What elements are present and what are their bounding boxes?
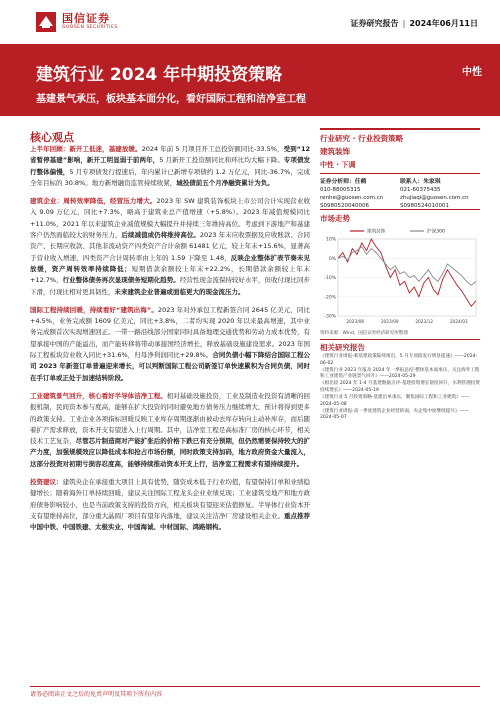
body-paragraph	[30, 144, 310, 189]
contact-phone: 021-60375435	[400, 187, 441, 193]
related-report-item[interactable]: 《建筑行业 2023 年报及 2024 年一季报总结-整体基本面承压，关注海外工程和工业建筑产业链景气回升》——2024-05-29	[320, 367, 480, 380]
contact-email[interactable]: zhujiaqi@guosen.com.cn	[400, 195, 469, 201]
paragraph-text: 后续减值或仍将维持高位。	[121, 231, 200, 240]
sidebar-divider	[320, 173, 480, 174]
body-paragraph	[30, 305, 310, 384]
footer-divider	[30, 686, 480, 687]
y-tick-label: 10%	[325, 237, 336, 243]
footer-disclaimer: 请务必阅读正文之后的免责声明及其项下所有内容	[30, 691, 163, 698]
body-paragraph	[30, 477, 310, 533]
paragraph-text: 受到“12 省暂停基建”影响，新开工明显弱于前两年，	[30, 145, 311, 165]
related-report-item[interactable]: 《相比较 2024 年 1-4 月基建数据点评-基建投资增长韧度回升，水利管理投资持续增长》——2024-05-19	[320, 381, 480, 393]
paragraph-text: 合同负债小幅下降结合国际工程公司 2023 年新签订单普遍迎来增长，可以判断国际工程公司新签订单快速累积为合同负债，同时在手订单或正处于加速结转阶段。	[30, 351, 310, 382]
paragraph-text: 行业整体债务再次显现债务短期化趋势。	[62, 276, 180, 285]
y-tick-label: -10%	[324, 276, 336, 281]
market-trend-chart	[320, 225, 480, 328]
x-tick-label: 2023/12	[415, 320, 434, 325]
related-report-item[interactable]: 《建筑行业 5 月投资策略-基建出单承压，聚焦国际工程和工业建筑》——2024-05-08	[320, 395, 470, 407]
paragraph-text: 尽管芯片制造商对产能扩张后的价格下跌已有充分预期，但仍然需要保持较大的扩产力度，加强规模效应以降低成本和抢占市场份额，同时政策支持加码，地方政府资金大量流入，这部分投资对初期亏损容忍度高，能够持续推动资本开支上行，洁净室工程需求有望持续提升。	[30, 437, 311, 468]
industry-rating: 中性 · 下调	[320, 161, 356, 169]
report-subtitle: 基建景气承压，板块基本面分化，看好国际工程和洁净室工程	[36, 94, 306, 105]
chart-source: 资料来源：Wind、国信证券经济研究所整理	[320, 331, 408, 336]
paragraph-heading: 工业建筑景气回升，核心看好半导体洁净工程。	[30, 391, 167, 400]
x-tick-label: 2023/09	[380, 320, 399, 325]
paragraph-text: 重点推荐中国中铁、中国铁建、太极实业、中国海诚、中材国际、鸿路钢构。	[30, 511, 311, 532]
related-reports-list	[320, 354, 480, 422]
report-title: 建筑行业 2024 年中期投资策略	[36, 65, 283, 85]
analyst-phone: 010-88005315	[320, 187, 361, 193]
market-trend-title: 市场走势	[320, 214, 350, 223]
paragraph-text: 5 月新开工投资额同比和环比均大幅下降。	[159, 156, 284, 165]
paragraph-text: 相对基础设施投资，工业及制造业投资有清晰的回报机制，民间资本参与度高，能够在扩大投资的同时避免地方债务压力继续增大，预计将得到更多的政策支持。工业企业各项指标回暖反映工业库存周期逐渐由被动去库存转向主动补库存，而后随着扩产需求释放，资本开支有望进入上行周期。其中，洁净室工程是高标准厂房的核心环节，相关技术工艺复杂，	[30, 391, 311, 446]
banner-rating: 中性	[462, 67, 482, 78]
series-line	[338, 247, 476, 286]
legend-label: 建筑装饰	[367, 229, 386, 235]
analyst-email[interactable]: renhe@guosen.com.cn	[320, 195, 384, 201]
sidebar-divider	[320, 339, 480, 340]
title-banner	[0, 44, 500, 116]
y-tick-label: -20%	[324, 295, 336, 301]
paragraph-text: 经营性现金流保持较好水平，但收付现比同步下滑，付现比相对更具韧性，	[30, 276, 311, 296]
body-paragraph	[30, 391, 310, 470]
y-tick-label: 0%	[328, 256, 336, 262]
paragraph-text: 反映企业整体扩表节奏未见放缓，资产周转效率持续降低；	[30, 253, 310, 273]
industry-name: 建筑装饰	[320, 147, 350, 156]
related-reports-title: 相关研究报告	[320, 343, 365, 352]
paragraph-heading: 国际工程持续回暖，持续看好“建筑出海”。	[30, 305, 158, 314]
paragraph-text: 城投债前五个月净融资累计为负。	[176, 178, 274, 187]
paragraph-text: 未来建筑企业普遍或面临更大的现金流压力。	[114, 287, 245, 296]
report-type: 证券研究报告	[350, 19, 399, 28]
paragraph-text: 专项债发行整体偏慢，	[30, 156, 311, 176]
report-date: 2024年06月11日	[409, 19, 478, 28]
paragraph-heading: 上半年回顾：新开工低迷，基建放缓。	[30, 145, 142, 153]
logo-text-cn: 国信证券	[62, 12, 110, 25]
logo-emblem-icon	[36, 12, 56, 32]
section-title: 核心观点	[30, 131, 74, 144]
body-paragraph	[30, 196, 310, 298]
paragraph-text: 2023 年对外承包工程新签合同 2645 亿美元，同比+4.5%，业务完成额 1609 亿美元，同比+3.8%，二者均实现 2020 年以来最高增速，其中业务完成额首次实现增速回正。一带一路沿线部分国家同时具备地理交通优势和劳动力成本优势，有望承接中国的产能溢出，而产能转移将带动承接国经济增长，释放基础设施建设需求。2023 年国际工程板块营业收入同比+31.6%，归母净利润同比+29.8%。	[30, 305, 310, 360]
analyst-block	[320, 178, 400, 210]
contact-name: 联系人：朱家琪	[400, 179, 441, 185]
paragraph-text: 建筑央企在承接重大项目上具有优势，随资成本低于行业均值，有望保持订单和业绩稳健增长；随着海外订单持续回暖，建议关注国际工程龙头企业业绩兑现；工业建筑受地产和地方政府债务影响较小，也是当前政策支持的投资方向，相关板块有望迎来估值修复。半导体行业资本开支有望维持高位，部分重大晶圆厂项目有望年内落地，建议关注洁净厂房建设相关企业。	[30, 478, 311, 520]
paragraph-heading: 投资建议：	[30, 478, 63, 487]
contact-block	[400, 178, 480, 210]
paragraph-text: 2024 年前 5 月项目开工总投资额同比-33.5%，	[141, 145, 284, 153]
paragraph-text: 短期借款余额较上年末+22.2%，长期借款余额较上年末+12.7%，	[30, 264, 310, 285]
x-tick-label: 2024/03	[449, 320, 468, 325]
sidebar-top-divider	[320, 128, 480, 130]
document-meta	[351, 18, 478, 29]
analyst-name: 证券分析师：任鹤	[320, 179, 367, 185]
paragraph-text: 2023 年 SW 建筑装饰板块上市公司合计实现营业收入 9.09 万亿元，同比+7.3%，略高于建筑业总产值增速（+5.8%）。2023 年减值规模同比+11.0%，2021 年以来建筑企业减值规模大幅提升并持续三年维持高位。考虑到下游地产和基建客户仍然面临较大的财务压力，	[30, 197, 311, 240]
sidebar-divider	[320, 209, 480, 210]
company-logo	[36, 12, 118, 32]
core-views-body	[30, 144, 310, 541]
legend-label: 沪深300	[427, 229, 445, 235]
market-trend-svg	[320, 225, 480, 328]
paragraph-heading: 建筑企业：周转效率降低，经营压力增大。	[30, 197, 157, 206]
paragraph-text: 2023 年末应收票据及应收账款、合同资产、长期应收款、其他非流动资产四类资产合计余额 61481 亿元，较上年末+15.6%，显著高于营业收入增速，四类资产合计周转率由上年的 1.59 下降至 1.48，	[30, 231, 311, 262]
paragraph-text: 5 月专项债发行提速后，年内累计已新增专项债约 1.2 万亿元，同比-36.7%，完成全年目标的 30.8%。地方新增融资监管持续收紧，	[30, 167, 310, 187]
y-tick-label: -30%	[324, 314, 336, 320]
report-category: 行业研究 · 行业投资策略	[320, 134, 404, 143]
meta-separator: |	[402, 19, 406, 28]
contact-cert: S0980524010001	[400, 203, 449, 209]
related-report-item[interactable]: 《建筑行业周报-高一季度建筑企业经营转弱，央企集中度继续提升》——2024-05-07	[320, 408, 469, 421]
logo-text-en: GUOSEN SECURITIES	[62, 25, 118, 30]
related-report-item[interactable]: 《建筑行业周报-新基建政策陆续推出，5 月专项债发行明显提速》——2024-06-02	[320, 354, 478, 366]
x-tick-label: 2023/06	[346, 320, 365, 325]
analyst-cert: S0980520040006	[320, 203, 369, 209]
